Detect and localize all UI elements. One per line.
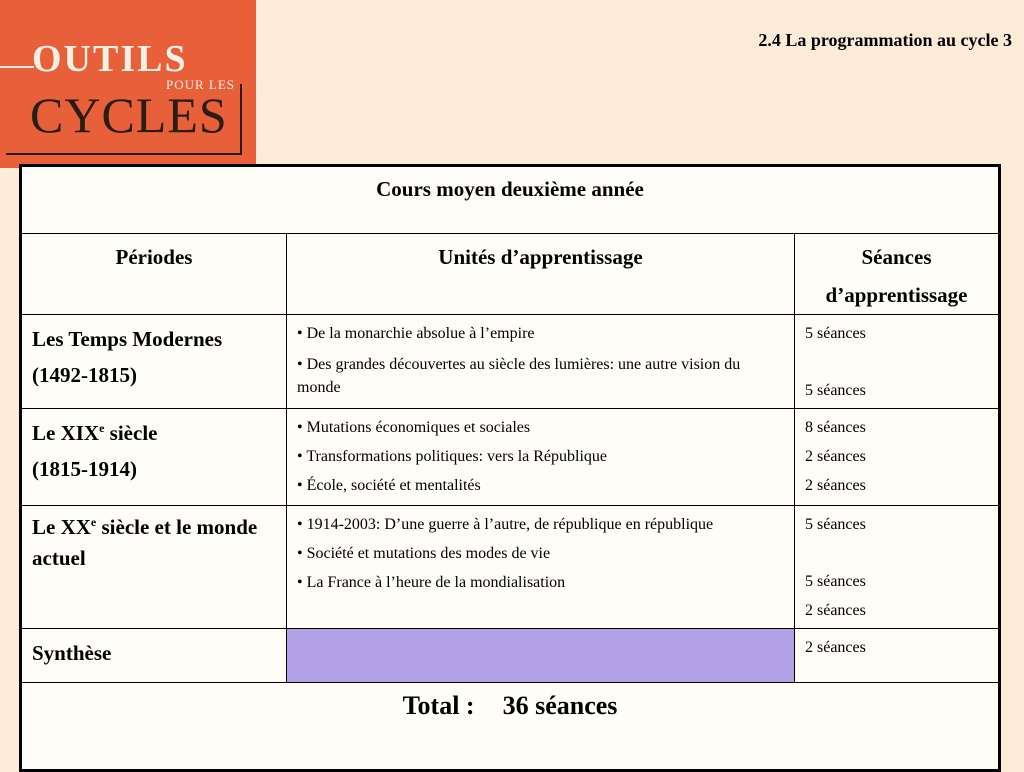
sessions-cell xyxy=(795,629,1000,683)
period-name: Le XXe siècle et le monde actuel xyxy=(32,515,258,570)
logo-text-cycles: CYCLES xyxy=(30,87,228,143)
units-cell xyxy=(287,506,795,629)
session-count: 5 séances xyxy=(805,573,866,590)
header-sessions xyxy=(795,234,1000,315)
sessions-cell xyxy=(795,409,1000,506)
table-row xyxy=(21,629,1000,683)
period-name: Synthèse xyxy=(32,641,112,665)
session-count: 5 séances xyxy=(805,325,866,342)
units-cell-empty xyxy=(287,629,795,683)
total-row xyxy=(21,683,1000,771)
table-row xyxy=(21,506,1000,629)
unit-item: • 1914-2003: D’une guerre à l’autre, de république en république xyxy=(297,516,714,533)
logo-frame-right xyxy=(240,84,242,154)
header-sessions-line2: d’apprentissage xyxy=(825,283,968,307)
units-cell xyxy=(287,315,795,409)
period-name: Les Temps Modernes xyxy=(32,327,223,351)
header-row xyxy=(21,234,1000,315)
total-label: Total : xyxy=(402,691,475,720)
sessions-cell xyxy=(795,506,1000,629)
programming-table xyxy=(19,164,1001,772)
slide-title: 2.4 La programmation au cycle 3 xyxy=(758,30,1012,50)
period-dates: (1815-1914) xyxy=(32,457,137,481)
unit-item: • Société et mutations des modes de vie xyxy=(297,545,551,562)
unit-item: • La France à l’heure de la mondialisation xyxy=(297,574,566,591)
session-count: 5 séances xyxy=(805,516,866,533)
period-dates: (1492-1815) xyxy=(32,363,137,387)
session-count: 2 séances xyxy=(805,448,866,465)
outils-pour-les-cycles-logo xyxy=(0,0,256,168)
total-value: 36 séances xyxy=(502,691,618,720)
logo-rule xyxy=(0,66,34,68)
table-row xyxy=(21,409,1000,506)
total-cell xyxy=(21,683,1000,771)
period-name: Le XIXe siècle xyxy=(32,421,158,445)
unit-item: • De la monarchie absolue à l’empire xyxy=(297,325,535,342)
caption-row xyxy=(21,166,1000,234)
units-cell xyxy=(287,409,795,506)
header-periods: Périodes xyxy=(21,234,287,315)
header-units: Unités d’apprentissage xyxy=(287,234,795,315)
table-row xyxy=(21,315,1000,409)
unit-item: • Transformations politiques: vers la République xyxy=(297,448,608,465)
header-sessions-line1: Séances xyxy=(861,245,932,269)
logo-frame-bottom xyxy=(6,153,242,155)
period-cell xyxy=(21,409,287,506)
table-caption: Cours moyen deuxième année xyxy=(21,166,1000,234)
logo-text-outils: OUTILS xyxy=(32,38,188,80)
unit-item: • École, société et mentalités xyxy=(297,477,481,494)
session-count: 2 séances xyxy=(805,477,866,494)
period-cell xyxy=(21,506,287,629)
period-cell xyxy=(21,315,287,409)
session-count: 2 séances xyxy=(805,602,866,619)
logo-text-pour-les: POUR LES xyxy=(166,77,236,92)
sessions-cell xyxy=(795,315,1000,409)
session-count: 8 séances xyxy=(805,419,866,436)
unit-item: • Des grandes découvertes au siècle des lumières: une autre vision du monde xyxy=(297,356,741,396)
period-cell xyxy=(21,629,287,683)
unit-item: • Mutations économiques et sociales xyxy=(297,419,531,436)
session-count: 5 séances xyxy=(805,382,866,399)
session-count: 2 séances xyxy=(805,639,866,656)
